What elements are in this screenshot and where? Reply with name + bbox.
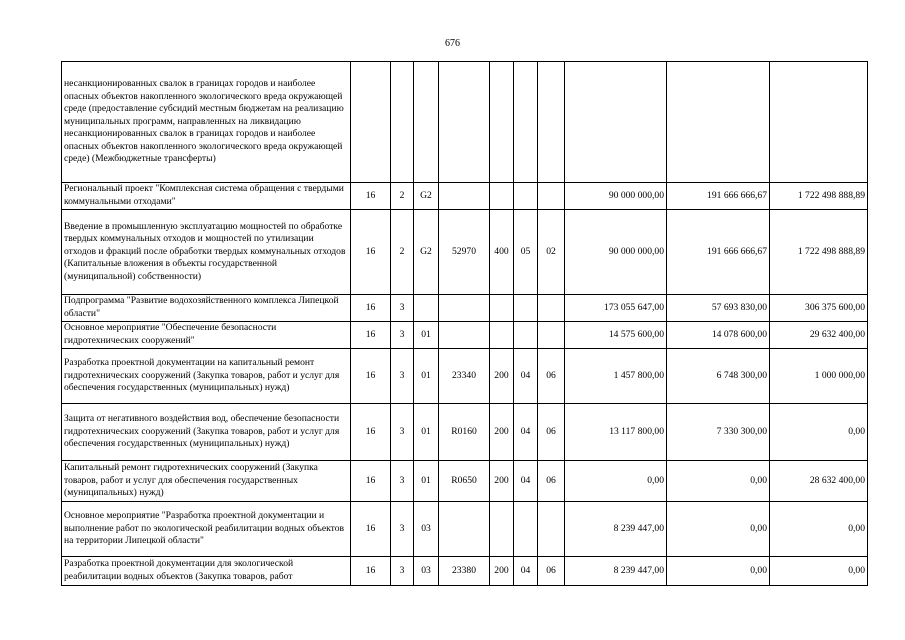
row-name: Разработка проектной документации для экологической реабилитации водных объектов (Закупка товаров, работ (62, 557, 351, 586)
cell-amount-1: 8 239 447,00 (565, 557, 667, 586)
cell-section: 05 (514, 210, 538, 295)
cell-expense-type (490, 295, 514, 322)
cell-amount-3 (770, 62, 868, 183)
cell-section (514, 183, 538, 210)
table-row (62, 322, 868, 349)
cell-section: 04 (514, 557, 538, 586)
cell-section (514, 502, 538, 557)
cell-subsection: 06 (538, 404, 565, 461)
cell-amount-3: 1 000 000,00 (770, 349, 868, 404)
cell-amount-3: 1 722 498 888,89 (770, 210, 868, 295)
cell-direction (439, 322, 490, 349)
cell-subsection: 06 (538, 557, 565, 586)
cell-expense-type (490, 62, 514, 183)
cell-section: 04 (514, 461, 538, 502)
cell-direction (439, 295, 490, 322)
cell-expense-type (490, 502, 514, 557)
cell-subsection (538, 502, 565, 557)
cell-direction: R0160 (439, 404, 490, 461)
row-name: Основное мероприятие "Обеспечение безопасности гидротехнических сооружений" (62, 322, 351, 349)
cell-ministry: 16 (351, 404, 391, 461)
row-name: Подпрограмма "Развитие водохозяйственного комплекса Липецкой области" (62, 295, 351, 322)
cell-subsection: 06 (538, 461, 565, 502)
cell-amount-1 (565, 62, 667, 183)
cell-subsection (538, 183, 565, 210)
cell-event (414, 62, 439, 183)
cell-subsection: 02 (538, 210, 565, 295)
table-row (62, 404, 868, 461)
row-name: Основное мероприятие "Разработка проектной документации и выполнение работ по экологической реабилитации водных объектов на территории Липецкой области" (62, 502, 351, 557)
row-name: Введение в промышленную эксплуатацию мощностей по обработке твердых коммунальных отходов и мощностей по утилизации отходов и фракций после обработки твердых коммунальных отходов (Капитальные вложения в объекты государственной (муниципальной) собственности) (62, 210, 351, 295)
cell-subprogram (391, 62, 414, 183)
cell-amount-3: 28 632 400,00 (770, 461, 868, 502)
cell-ministry: 16 (351, 183, 391, 210)
cell-subsection: 06 (538, 349, 565, 404)
cell-amount-2: 14 078 600,00 (667, 322, 770, 349)
page-number: 676 (445, 38, 460, 49)
cell-section: 04 (514, 404, 538, 461)
cell-amount-1: 90 000 000,00 (565, 210, 667, 295)
cell-amount-2 (667, 62, 770, 183)
cell-subprogram: 2 (391, 183, 414, 210)
cell-amount-1: 1 457 800,00 (565, 349, 667, 404)
cell-amount-1: 173 055 647,00 (565, 295, 667, 322)
cell-ministry: 16 (351, 295, 391, 322)
cell-subprogram: 2 (391, 210, 414, 295)
cell-amount-2: 0,00 (667, 557, 770, 586)
cell-expense-type: 200 (490, 461, 514, 502)
table-row (62, 502, 868, 557)
cell-amount-2: 191 666 666,67 (667, 210, 770, 295)
cell-expense-type: 200 (490, 404, 514, 461)
cell-direction (439, 183, 490, 210)
cell-expense-type: 400 (490, 210, 514, 295)
row-name: Защита от негативного воздействия вод, обеспечение безопасности гидротехнических сооружений (Закупка товаров, работ и услуг для обеспечения государственных (муниципальных) нужд) (62, 404, 351, 461)
cell-ministry: 16 (351, 502, 391, 557)
cell-event: G2 (414, 210, 439, 295)
cell-subprogram: 3 (391, 502, 414, 557)
row-name: Региональный проект "Комплексная система обращения с твердыми коммунальными отходами" (62, 183, 351, 210)
cell-direction: R0650 (439, 461, 490, 502)
cell-event: 03 (414, 502, 439, 557)
table-row (62, 210, 868, 295)
cell-amount-1: 8 239 447,00 (565, 502, 667, 557)
cell-event: 01 (414, 461, 439, 502)
cell-expense-type (490, 322, 514, 349)
budget-table (61, 61, 868, 586)
cell-amount-2: 7 330 300,00 (667, 404, 770, 461)
cell-ministry: 16 (351, 461, 391, 502)
cell-subsection (538, 295, 565, 322)
cell-amount-3: 1 722 498 888,89 (770, 183, 868, 210)
cell-ministry: 16 (351, 557, 391, 586)
cell-event: 03 (414, 557, 439, 586)
cell-event: 01 (414, 322, 439, 349)
cell-event: 01 (414, 404, 439, 461)
table-row (62, 183, 868, 210)
cell-amount-2: 0,00 (667, 461, 770, 502)
row-name: несанкционированных свалок в границах городов и наиболее опасных объектов накопленного экологического вреда окружающей среде (предоставление субсидий местным бюджетам на реализацию муниципальных программ, направленных на ликвидацию несанкционированных свалок в границах городов и наиболее опасных объектов накопленного экологического вреда окружающей среде) (Межбюджетные трансферты) (62, 62, 351, 183)
cell-direction (439, 62, 490, 183)
cell-event: G2 (414, 183, 439, 210)
cell-amount-2: 0,00 (667, 502, 770, 557)
cell-section (514, 322, 538, 349)
cell-amount-1: 14 575 600,00 (565, 322, 667, 349)
cell-amount-3: 0,00 (770, 557, 868, 586)
cell-subprogram: 3 (391, 295, 414, 322)
cell-amount-3: 29 632 400,00 (770, 322, 868, 349)
table-row (62, 557, 868, 586)
cell-subprogram: 3 (391, 557, 414, 586)
table-row (62, 295, 868, 322)
cell-amount-3: 306 375 600,00 (770, 295, 868, 322)
cell-ministry (351, 62, 391, 183)
cell-direction: 52970 (439, 210, 490, 295)
cell-direction: 23380 (439, 557, 490, 586)
table-row (62, 62, 868, 183)
cell-amount-1: 0,00 (565, 461, 667, 502)
cell-section (514, 295, 538, 322)
cell-subprogram: 3 (391, 404, 414, 461)
cell-amount-2: 191 666 666,67 (667, 183, 770, 210)
cell-ministry: 16 (351, 349, 391, 404)
cell-event (414, 295, 439, 322)
cell-amount-2: 57 693 830,00 (667, 295, 770, 322)
cell-direction (439, 502, 490, 557)
cell-amount-1: 13 117 800,00 (565, 404, 667, 461)
cell-ministry: 16 (351, 210, 391, 295)
cell-expense-type: 200 (490, 557, 514, 586)
cell-subsection (538, 62, 565, 183)
cell-event: 01 (414, 349, 439, 404)
row-name: Капитальный ремонт гидротехнических сооружений (Закупка товаров, работ и услуг для обеспечения государственных (муниципальных) нужд) (62, 461, 351, 502)
cell-amount-1: 90 000 000,00 (565, 183, 667, 210)
cell-expense-type (490, 183, 514, 210)
cell-expense-type: 200 (490, 349, 514, 404)
table-row (62, 461, 868, 502)
cell-subprogram: 3 (391, 461, 414, 502)
table-row (62, 349, 868, 404)
cell-amount-3: 0,00 (770, 502, 868, 557)
cell-section (514, 62, 538, 183)
cell-ministry: 16 (351, 322, 391, 349)
cell-subsection (538, 322, 565, 349)
cell-direction: 23340 (439, 349, 490, 404)
cell-amount-3: 0,00 (770, 404, 868, 461)
cell-subprogram: 3 (391, 349, 414, 404)
row-name: Разработка проектной документации на капитальный ремонт гидротехнических сооружений (Закупка товаров, работ и услуг для обеспечения государственных (муниципальных) нужд) (62, 349, 351, 404)
cell-amount-2: 6 748 300,00 (667, 349, 770, 404)
cell-section: 04 (514, 349, 538, 404)
cell-subprogram: 3 (391, 322, 414, 349)
